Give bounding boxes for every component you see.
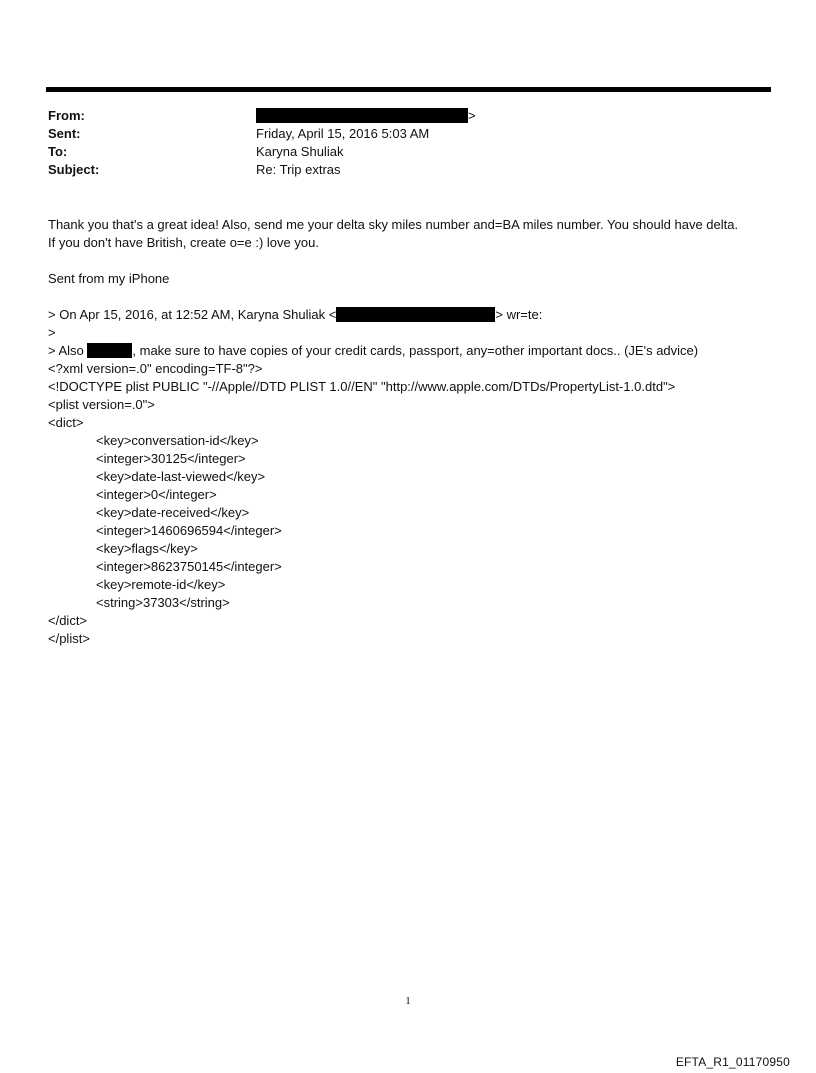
quote-header-line	[48, 306, 778, 324]
to-label: To:	[48, 144, 68, 159]
sent-value: Friday, April 15, 2016 5:03 AM	[256, 126, 430, 141]
redaction-block	[256, 108, 468, 123]
redaction-block	[87, 343, 132, 358]
from-label: From:	[48, 108, 85, 123]
from-value	[256, 107, 476, 125]
signature-line: Sent from my iPhone	[48, 271, 170, 286]
header-divider	[46, 87, 771, 92]
plist-entry: <integer>0</integer>	[96, 487, 217, 502]
sent-row	[48, 125, 748, 143]
xml-declaration: <?xml version=.0" encoding=TF-8"?>	[48, 361, 263, 376]
quote-also-line	[48, 342, 778, 360]
email-header	[48, 107, 748, 179]
quote-prefix: > On Apr 15, 2016, at 12:52 AM, Karyna Shuliak <	[48, 307, 337, 322]
body-line: If you don't have British, create o=e :) love you.	[48, 235, 319, 250]
sent-label: Sent:	[48, 126, 81, 141]
document-id: EFTA_R1_01170950	[675, 1055, 790, 1069]
to-row	[48, 143, 748, 161]
plist-open: <plist version=.0">	[48, 397, 155, 412]
also-suffix: , make sure to have copies of your credit cards, passport, any=other important docs.. (JE's advice)	[132, 343, 699, 358]
plist-entry: <integer>1460696594</integer>	[96, 523, 282, 538]
plist-entry: <integer>30125</integer>	[96, 451, 246, 466]
plist-entry: <key>remote-id</key>	[96, 577, 226, 592]
from-suffix: >	[468, 108, 476, 123]
plist-entry: <key>date-last-viewed</key>	[96, 469, 266, 484]
plist-entry: <key>conversation-id</key>	[96, 433, 259, 448]
quote-suffix: > wr=te:	[495, 307, 543, 322]
spacer	[48, 252, 778, 270]
dict-open: <dict>	[48, 415, 84, 430]
subject-value: Re: Trip extras	[256, 162, 341, 177]
email-body	[48, 216, 778, 648]
subject-label: Subject:	[48, 162, 100, 177]
body-line: Thank you that's a great idea! Also, send me your delta sky miles number and=BA miles number. You should have delta.	[48, 217, 739, 232]
from-row	[48, 107, 748, 125]
plist-entry: <integer>8623750145</integer>	[96, 559, 282, 574]
spacer	[48, 288, 778, 306]
quote-blank-line: >	[48, 325, 56, 340]
dict-close: </dict>	[48, 613, 88, 628]
subject-row	[48, 161, 748, 179]
doctype-line: <!DOCTYPE plist PUBLIC "-//Apple//DTD PLIST 1.0//EN" "http://www.apple.com/DTDs/PropertyList-1.0.dtd">	[48, 379, 676, 394]
to-value: Karyna Shuliak	[256, 144, 344, 159]
plist-close: </plist>	[48, 631, 90, 646]
also-prefix: > Also	[48, 343, 88, 358]
page-number: 1	[405, 995, 411, 1007]
redaction-block	[336, 307, 495, 322]
plist-entry: <key>date-received</key>	[96, 505, 250, 520]
plist-entry: <key>flags</key>	[96, 541, 198, 556]
plist-entry: <string>37303</string>	[96, 595, 230, 610]
